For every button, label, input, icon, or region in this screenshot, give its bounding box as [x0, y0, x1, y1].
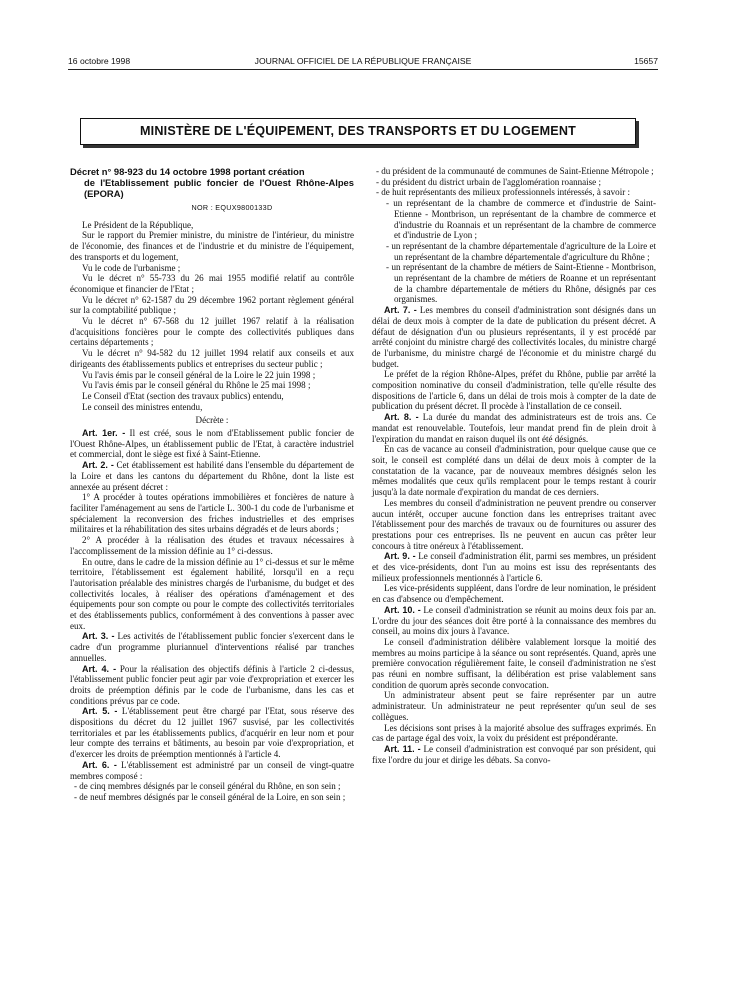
article-paragraph	[70, 631, 354, 663]
decree-title-line1: Décret n° 98-923 du 14 octobre 1998 portant création	[70, 166, 305, 177]
article-text: L'établissement est administré par un conseil de vingt-quatre membres composé :	[70, 759, 354, 781]
header-journal-title: JOURNAL OFFICIEL DE LA RÉPUBLIQUE FRANÇAISE	[254, 56, 472, 66]
article-label: Art. 9. -	[384, 551, 416, 562]
preamble-paragraph: Vu le décret n° 62-1587 du 29 décembre 1962 portant règlement général sur la comptabilité publique ;	[70, 294, 354, 316]
left-dash-list	[70, 781, 354, 802]
article-label: Art. 1er. -	[82, 428, 126, 439]
article-text: Le conseil d'administration élit, parmi ses membres, un président et des vice-présidents, dont l'un au moins est issu des représentants des milieux professionnels mentionnés à l'article 6.	[372, 551, 656, 583]
article-label: Art. 5. -	[82, 706, 118, 717]
preamble-paragraph: Le conseil des ministres entendu,	[82, 401, 203, 412]
article-text: 1° A procéder à toutes opérations immobilières et foncières de nature à faciliter l'aménagement au sens de l'article L. 300-1 du code de l'urbanisme et spécialement la reconversion des friches industrielles et des emprises militaires et la réhabilitation des sites urbains dégradés et de leurs abords ;	[70, 492, 354, 535]
article-label: Art. 2. -	[82, 460, 114, 471]
subdash-item: - un représentant de la chambre de métiers de Saint-Etienne - Montbrison, un représentant de la chambre de métiers de Roanne et un représentant de la chambre départementale de métiers du Rhône, désignés par ces organismes.	[386, 262, 656, 305]
article-continuation	[70, 557, 354, 632]
dash-item: - de cinq membres désignés par le conseil général du Rhône, en son sein ;	[74, 781, 341, 792]
article-text: Pour la réalisation des objectifs définis à l'article 2 ci-dessus, l'établissement public foncier peut agir par voie d'expropriation et exercer les droits de préemption définis par le code de l'urbanisme, dans les cas et conditions prévus par ce code.	[70, 663, 354, 706]
article-continuation	[372, 690, 656, 722]
decree-title-line2: de l'Etablissement public foncier de l'Ouest Rhône-Alpes (EPORA)	[84, 177, 354, 199]
preamble-paragraph: Vu le décret n° 94-582 du 12 juillet 1994 relatif aux conseils et aux dirigeants des établissements publics et entreprises du secteur public ;	[70, 348, 354, 369]
article-text: Cet établissement est habilité dans l'ensemble du département de la Loire et dans les cantons du département du Rhône, dont la liste est annexée au présent décret :	[70, 460, 354, 492]
decree-title	[70, 166, 354, 199]
subdash-item: - un représentant de la chambre départementale d'agriculture de la Loire et un représentant de la chambre départementale d'agriculture du Rhône ;	[386, 240, 656, 262]
article-text: Les membres du conseil d'administration sont désignés dans un délai de deux mois à compter de la date de publication du présent décret. A défaut de désignation d'un ou plusieurs représentants, il y est procédé par arrêté conjoint du ministre chargé des collectivités locales, du ministre chargé de l'urbanisme, du ministre chargé de l'économie et du ministre chargé du budget.	[372, 305, 656, 369]
header-rule	[68, 69, 658, 70]
article-text: Le conseil d'administration est convoqué par son président, qui fixe l'ordre du jour et dirige les débats. Sa convo-	[372, 743, 657, 765]
preamble-paragraph: Le Conseil d'Etat (section des travaux publics) entendu,	[82, 390, 284, 401]
preamble-paragraph: Vu le décret n° 55-733 du 26 mai 1955 modifié relatif au contrôle économique et financier de l'Etat ;	[70, 273, 354, 294]
article-paragraph	[70, 706, 354, 760]
article-text: Le préfet de la région Rhône-Alpes, préfet du Rhône, publie par arrêté la composition nominative du conseil d'administration, telle qu'elle résulte des dispositions de l'article 6, dans un délai de trois mois à compter de la date de publication du présent décret. Il procède à l'installation de ce conseil.	[372, 369, 656, 412]
article-paragraph	[372, 412, 656, 444]
article-label: Art. 8. -	[384, 412, 419, 423]
article-continuation	[372, 583, 656, 604]
right-articles	[372, 305, 656, 765]
subdash-item: - un représentant de la chambre de commerce et d'industrie de Saint-Etienne - Montbrison, un représentant de la chambre de commerce et d'industrie du Roannais et un représentant de la chambre de commerce et d'industrie de Lyon ;	[386, 198, 656, 241]
nor-reference: NOR : EQUX9800133D	[191, 203, 273, 212]
article-continuation	[372, 723, 656, 744]
article-label: Art. 6. -	[82, 759, 117, 770]
left-articles	[70, 428, 354, 781]
header-date: 16 octobre 1998	[68, 56, 131, 66]
article-continuation	[372, 444, 656, 498]
article-text: En cas de vacance au conseil d'administration, pour quelque cause que ce soit, le conseil est complété dans un délai de deux mois à compter de la constatation de la vacance, par de nouveaux membres désignés selon les mêmes modalités que ceux qu'ils remplacent pour le temps restant à courir jusqu'à la date normale d'expiration du mandat de ces derniers.	[372, 444, 656, 498]
preamble	[70, 220, 354, 413]
article-continuation	[372, 637, 656, 691]
article-label: Art. 7. -	[384, 305, 417, 316]
article-text: Les vice-présidents suppléent, dans l'ordre de leur nomination, le président en cas d'absence ou d'empêchement.	[372, 583, 656, 605]
article-text: Les membres du conseil d'administration ne peuvent prendre ou conserver aucun intérêt, occuper aucune fonction dans les entreprises traitant avec l'établissement pour des marchés de travaux ou de fournitures ou assurer des prestations pour ces entreprises. Ils ne peuvent en aucun cas prêter leur concours à titre onéreux à l'établissement.	[372, 497, 656, 551]
dash-item: - du président du district urbain de l'agglomération roannaise ;	[376, 176, 601, 187]
dash-item: - de neuf membres désignés par le conseil général de la Loire, en son sein ;	[74, 791, 346, 802]
article-paragraph	[70, 460, 354, 492]
article-text: 2° A procéder à la réalisation des études et travaux nécessaires à l'accomplissement de la mission définie au 1° ci-dessus.	[70, 535, 354, 556]
article-paragraph	[372, 744, 656, 765]
article-text: Les décisions sont prises à la majorité absolue des suffrages exprimés. En cas de partage égal des voix, la voix du président est prépondérante.	[372, 722, 656, 744]
preamble-paragraph: Vu le code de l'urbanisme ;	[82, 262, 181, 273]
page-header	[68, 56, 658, 70]
dash-item: - de huit représentants des milieux professionnels intéressés, à savoir :	[376, 187, 631, 198]
article-text: Les activités de l'établissement public foncier s'exercent dans le cadre d'un programme pluriannuel d'interventions réalisé par tranches annuelles.	[70, 631, 354, 663]
right-column	[372, 166, 656, 765]
preamble-paragraph: Vu l'avis émis par le conseil général du Rhône le 25 mai 1998 ;	[82, 380, 311, 391]
article-paragraph	[372, 551, 656, 583]
article-continuation	[70, 492, 354, 535]
article-paragraph	[70, 760, 354, 781]
article-continuation	[372, 498, 656, 552]
article-text: La durée du mandat des administrateurs est de trois ans. Ce mandat est renouvelable. Toutefois, leur mandat prend fin de plein droit à l'expiration du mandat en raison duquel ils ont été désignés.	[372, 412, 656, 444]
preamble-paragraph: Vu l'avis émis par le conseil général de la Loire le 22 juin 1998 ;	[82, 369, 316, 380]
decrete-heading: Décrète :	[195, 415, 229, 426]
dash-item: - du président de la communauté de communes de Saint-Etienne Métropole ;	[376, 166, 654, 176]
article-text: Le conseil d'administration délibère valablement lorsque la moitié des membres au moins participe à la séance ou sont représentés. Quand, après une première convocation régulièrement faite, le conseil d'administration ne s'est pas réuni en nombre suffisant, la délibération est prise valablement sans condition de quorum après seconde convocation.	[372, 636, 656, 690]
article-continuation	[372, 369, 656, 412]
article-paragraph	[70, 664, 354, 707]
article-text: En outre, dans le cadre de la mission définie au 1° ci-dessus et sur le même territoire, l'établissement est également habilité, lorsqu'il en a reçu l'autorisation préalable des ministres chargés de l'urbanisme, du budget et des collectivités locales, à réaliser des opérations d'aménagement et des équipements pour son compte ou pour le compte des collectivités territoriales et des établissements publics, conformément à des conventions à passer avec eux.	[70, 556, 354, 631]
article-paragraph	[70, 428, 354, 460]
ministry-title: MINISTÈRE DE L'ÉQUIPEMENT, DES TRANSPORTS ET DU LOGEMENT	[80, 118, 636, 145]
right-subdash-list	[372, 198, 656, 305]
preamble-paragraph: Vu le décret n° 67-568 du 12 juillet 1967 relatif à la réalisation d'acquisitions foncières pour le compte des collectivités publiques dans certains départements ;	[70, 316, 354, 348]
article-label: Art. 4. -	[82, 663, 117, 674]
article-text: Le conseil d'administration se réunit au moins deux fois par an. L'ordre du jour des séances doit être porté à la connaissance des membres du conseil, au moins dix jours à l'avance.	[372, 604, 657, 637]
article-paragraph	[372, 605, 656, 637]
article-label: Art. 10. -	[384, 604, 421, 615]
article-paragraph	[372, 305, 656, 369]
left-column	[70, 166, 354, 803]
preamble-paragraph: Sur le rapport du Premier ministre, du ministre de l'intérieur, du ministre de l'économie, des finances et de l'industrie et du ministre de l'équipement, des transports et du logement,	[70, 230, 354, 262]
article-label: Art. 11. -	[384, 743, 421, 754]
article-label: Art. 3. -	[82, 631, 115, 642]
article-text: Il est créé, sous le nom d'Etablissement public foncier de l'Ouest Rhône-Alpes, un établissement public de l'Etat, à caractère industriel et commercial, dont le siège est fixé à Saint-Etienne.	[70, 428, 355, 460]
article-text: Un administrateur absent peut se faire représenter par un autre administrateur. Un administrateur ne peut représenter qu'un seul de ses collègues.	[372, 690, 656, 722]
article-continuation	[70, 535, 354, 556]
right-dash-list	[372, 166, 656, 198]
preamble-paragraph: Le Président de la République,	[82, 219, 194, 230]
article-text: L'établissement peut être chargé par l'Etat, sous réserve des dispositions du décret du 12 juillet 1967 susvisé, par les collectivités territoriales et par les établissements publics, d'acquérir en leur nom et pour leur compte des terrains et bâtiments, au besoin par voie d'expropriation, et d'exercer les droits de préemption mentionnés à l'article 4.	[70, 706, 354, 760]
header-page-number: 15657	[634, 56, 658, 66]
